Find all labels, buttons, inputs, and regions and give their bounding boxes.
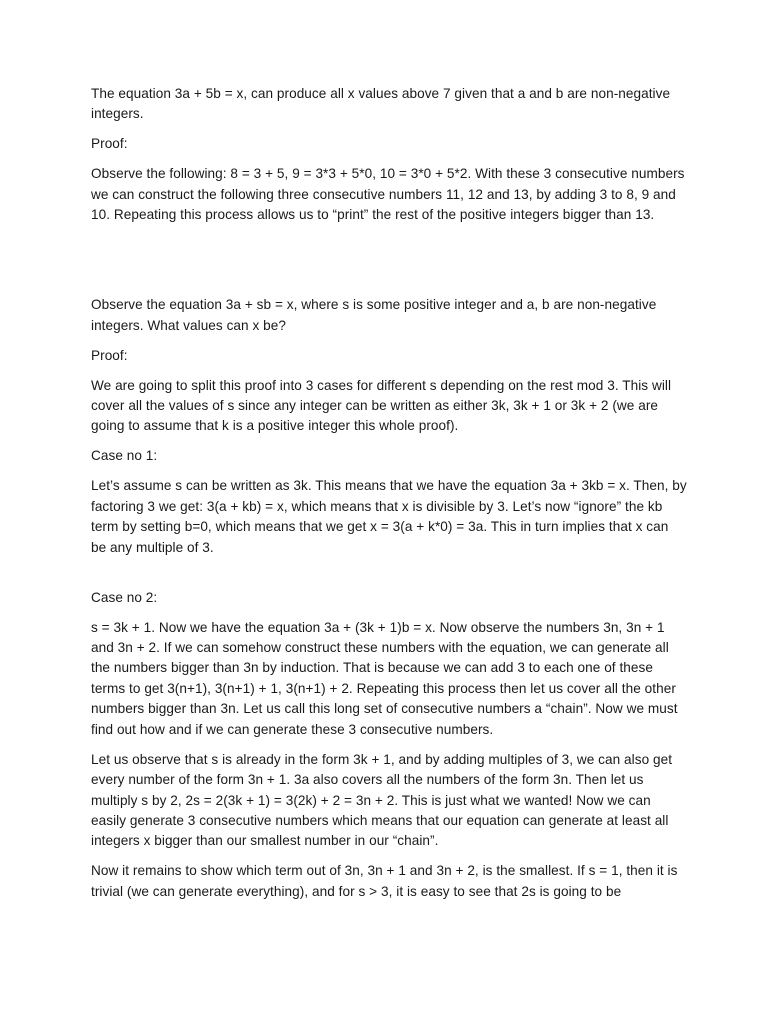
case-2-heading: Case no 2:	[91, 589, 158, 605]
case-1-paragraph: Let’s assume s can be written as 3k. This means that we have the equation 3a + 3kb = x. Then, by factoring 3 we get: 3(a + kb) = x, which means that x is divisible by 3. Let’s now “ignore” the kb term by setting b=0, which means that we get x = 3(a + k*0) = 3a. This in turn implies that x can be any multiple of 3.	[91, 478, 687, 555]
proof-paragraph-1: Observe the following: 8 = 3 + 5, 9 = 3*3 + 5*0, 10 = 3*0 + 5*2. With these 3 consecutive numbers we can construct the following three consecutive numbers 11, 12 and 13, by adding 3 to 8, 9 and 10. Repeating this process allows us to “print” the rest of the positive integers bigger than 13.	[91, 166, 685, 223]
document-body	[91, 84, 687, 912]
case-1-heading: Case no 1:	[91, 448, 158, 464]
case-2-paragraph-3: Now it remains to show which term out of 3n, 3n + 1 and 3n + 2, is the smallest. If s = 1, then it is trivial (we can generate everything), and for s > 3, it is easy to see that 2s is going to be	[91, 863, 678, 899]
proof-label-2: Proof:	[91, 347, 128, 363]
proof-intro-paragraph: We are going to split this proof into 3 cases for different s depending on the rest mod 3. This will cover all the values of s since any integer can be written as either 3k, 3k + 1 or 3k + 2 (we are going to assume that k is a positive integer this whole proof).	[91, 377, 672, 434]
proof-label-1: Proof:	[91, 136, 128, 152]
theorem-statement-2: Observe the equation 3a + sb = x, where s is some positive integer and a, b are non-negative integers. What values can x be?	[91, 297, 657, 333]
section-spacer	[91, 235, 687, 295]
case-spacer	[91, 568, 687, 588]
theorem-statement-1: The equation 3a + 5b = x, can produce all x values above 7 given that a and b are non-negative integers.	[91, 86, 671, 122]
case-2-paragraph-1: s = 3k + 1. Now we have the equation 3a + (3k + 1)b = x. Now observe the numbers 3n, 3n + 1 and 3n + 2. If we can somehow construct these numbers with the equation, we can generate all the numbers bigger than 3n by induction. That is because we can add 3 to each one of these terms to get 3(n+1), 3(n+1) + 1, 3(n+1) + 2. Repeating this process then let us cover all the other numbers bigger than 3n. Let us call this long set of consecutive numbers a “chain”. Now we must find out how and if we can generate these 3 consecutive numbers.	[91, 619, 678, 737]
case-2-paragraph-2: Let us observe that s is already in the form 3k + 1, and by adding multiples of 3, we can also get every number of the form 3n + 1. 3a also covers all the numbers of the form 3n. Then let us multiply s by 2, 2s = 2(3k + 1) = 3(2k) + 2 = 3n + 2. This is just what we wanted! Now we can easily generate 3 consecutive numbers which means that our equation can generate at least all integers x bigger than our smallest number in our “chain”.	[91, 751, 673, 849]
